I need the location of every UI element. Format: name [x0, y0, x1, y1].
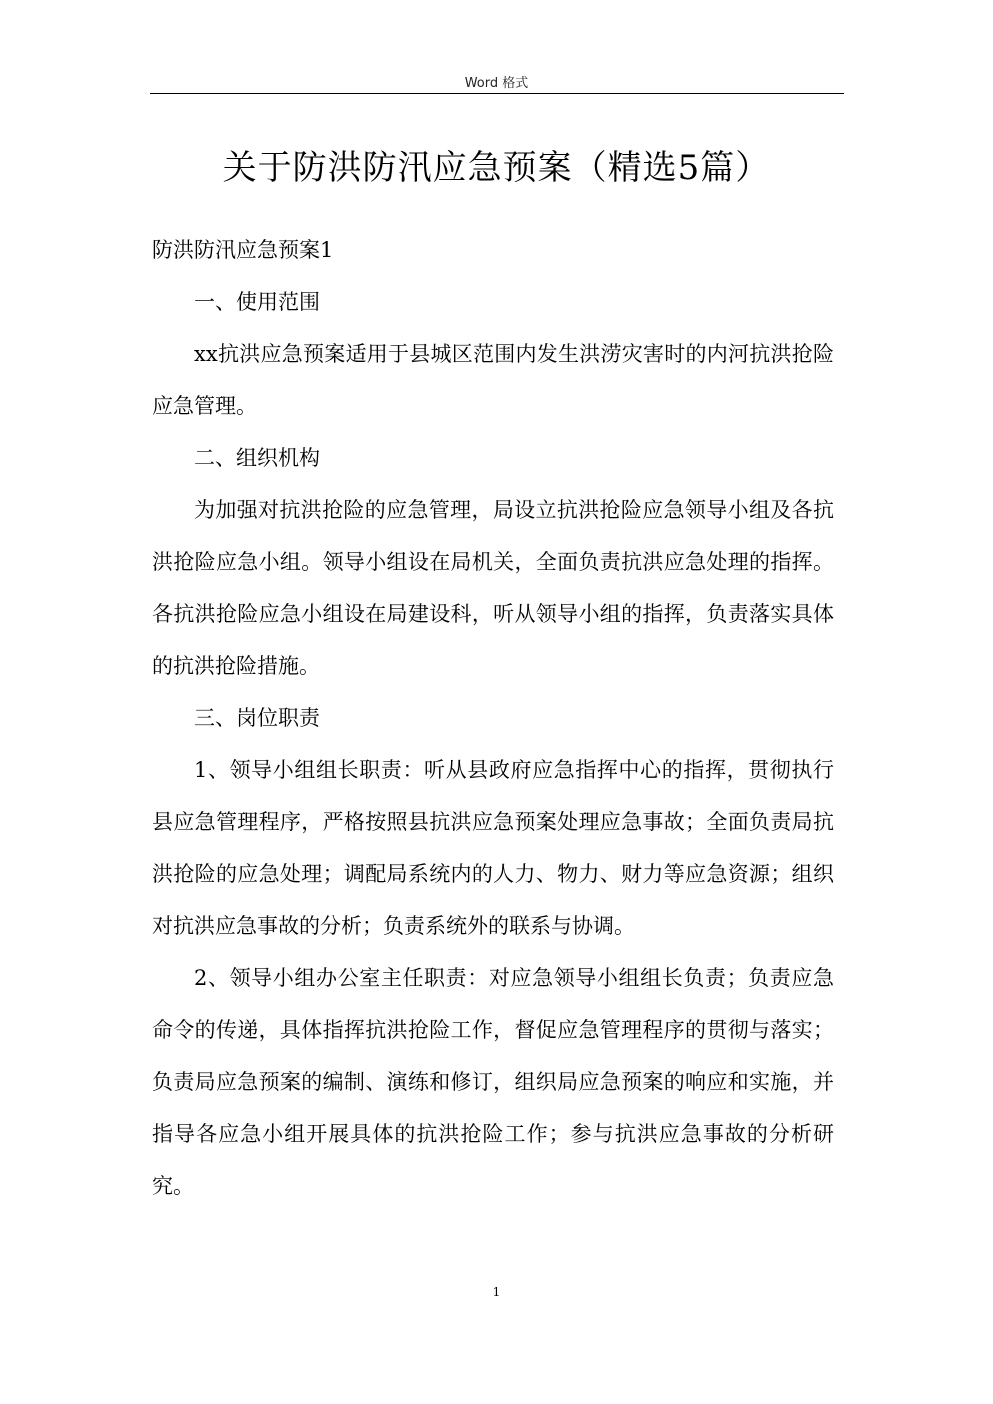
- paragraph: 二、组织机构: [194, 446, 320, 470]
- paragraph: 2、领导小组办公室主任职责：对应急领导小组组长负责；负责应急命令的传递，具体指挥抗洪抢险工作，督促应急管理程序的贯彻与落实；负责局应急预案的编制、演练和修订，组织局应急预案的响应和实施，并指导各应急小组开展具体的抗洪抢险工作；参与抗洪应急事故的分析研究。: [152, 966, 834, 1198]
- paragraph: 一、使用范围: [194, 290, 320, 314]
- page-number: 1: [492, 1285, 501, 1299]
- paragraph: xx抗洪应急预案适用于县城区范围内发生洪涝灾害时的内河抗洪抢险应急管理。: [152, 342, 834, 418]
- document-body: [152, 224, 834, 1212]
- page-header: Word 格式: [464, 76, 529, 91]
- paragraph: 1、领导小组组长职责：听从县政府应急指挥中心的指挥，贯彻执行县应急管理程序，严格按照县抗洪应急预案处理应急事故；全面负责局抗洪抢险的应急处理；调配局系统内的人力、物力、财力等应急资源；组织对抗洪应急事故的分析；负责系统外的联系与协调。: [152, 758, 834, 938]
- document-title: 关于防洪防汛应急预案（精选5篇）: [222, 148, 771, 188]
- paragraph: 三、岗位职责: [194, 706, 320, 730]
- paragraph: 防洪防汛应急预案1: [152, 238, 334, 262]
- paragraph: 为加强对抗洪抢险的应急管理，局设立抗洪抢险应急领导小组及各抗洪抢险应急小组。领导小组设在局机关，全面负责抗洪应急处理的指挥。各抗洪抢险应急小组设在局建设科，听从领导小组的指挥，负责落实具体的抗洪抢险措施。: [152, 498, 834, 678]
- header-divider: [150, 93, 844, 94]
